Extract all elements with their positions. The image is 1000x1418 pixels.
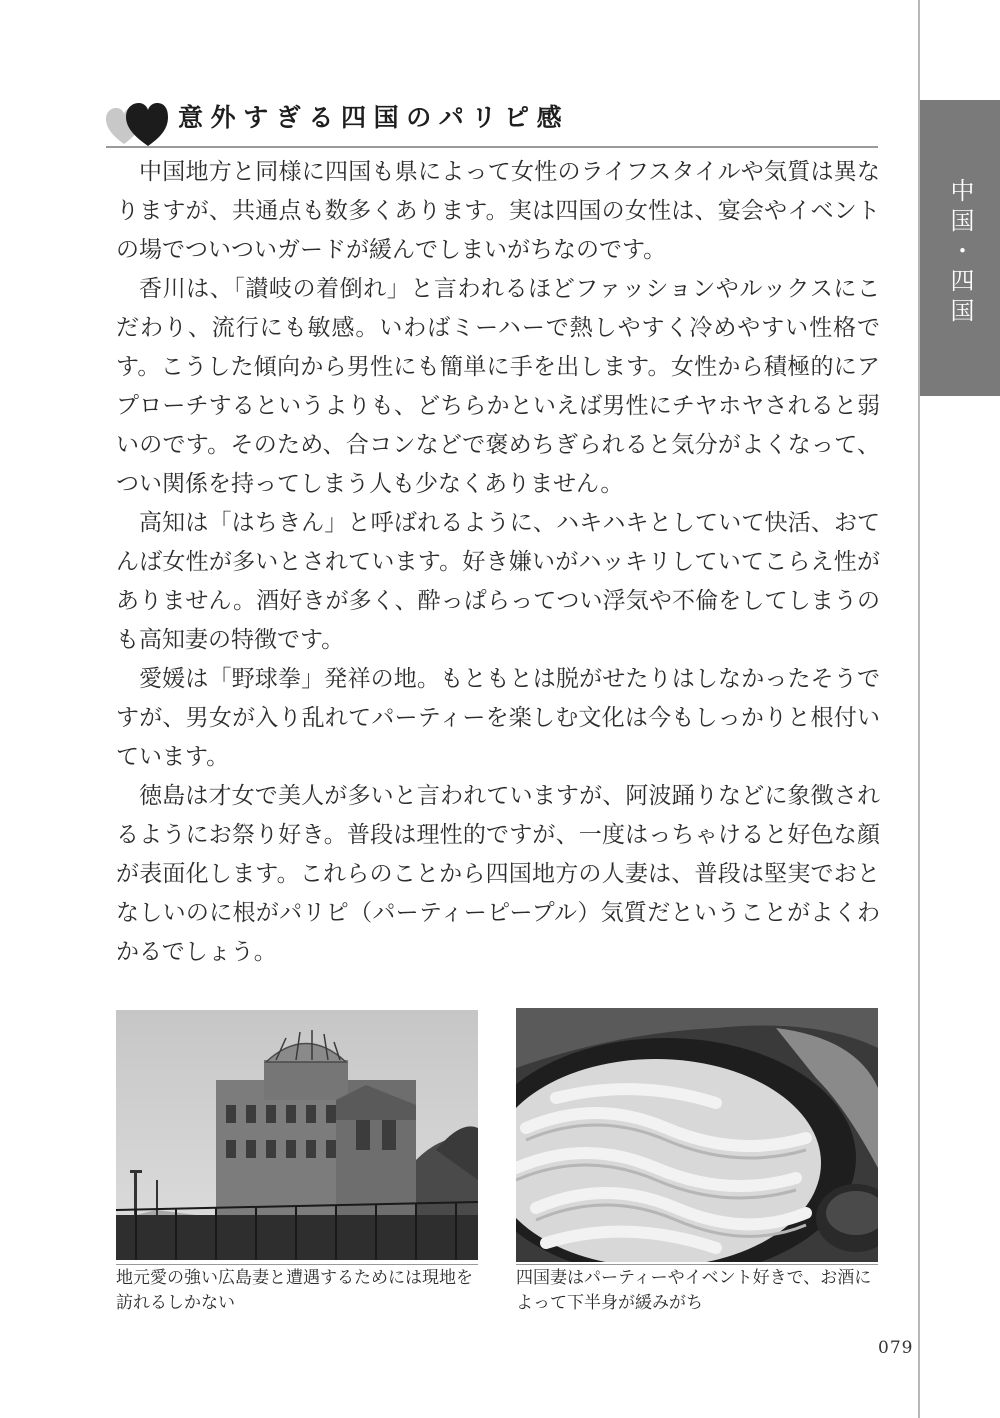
page-number: 079 — [878, 1338, 914, 1358]
section-title: 意外すぎる四国のパリピ感 — [178, 103, 570, 132]
title-underline — [106, 146, 878, 148]
article-body — [116, 153, 880, 972]
caption-rule-right — [516, 1264, 878, 1265]
caption-rule-left — [116, 1264, 478, 1265]
chapter-tab — [920, 100, 1000, 396]
paragraph-tokushima: 徳島は才女で美人が多いと言われていますが、阿波踊りなどに象徴されるようにお祭り好き。普段は理性的ですが、一度はっちゃけると好色な顔が表面化します。これらのことから四国地方の人妻は、普段は堅実でおとなしいのに根がパリピ（パーティーピープル）気質だということがよくわかるでしょう。 — [116, 783, 880, 965]
paragraph-kagawa: 香川は、「讃岐の着倒れ」と言われるほどファッションやルックスにこだわり、流行にも敏感。いわばミーハーで熱しやすく冷めやすい性格です。こうした傾向から男性にも簡単に手を出します。女性から積極的にアプローチするというよりも、どちらかといえば男性にチヤホヤされると弱いのです。そのため、合コンなどで褒めちぎられると気分がよくなって、つい関係を持ってしまう人も少なくありません。 — [116, 276, 880, 497]
photo-udon — [516, 1008, 878, 1262]
caption-right: 四国妻はパーティーやイベント好きで、お酒によって下半身が緩みがち — [516, 1268, 872, 1313]
photo-hiroshima-dome — [116, 1010, 478, 1260]
paragraph-intro: 中国地方と同様に四国も県によって女性のライフスタイルや気質は異なりますが、共通点も数多くあります。実は四国の女性は、宴会やイベントの場でついついガードが緩んでしまいがちなのです。 — [116, 159, 880, 263]
paragraph-ehime: 愛媛は「野球拳」発祥の地。もともとは脱がせたりはしなかったそうですが、男女が入り乱れてパーティーを楽しむ文化は今もしっかりと根付いています。 — [116, 666, 880, 770]
caption-left: 地元愛の強い広島妻と遭遇するためには現地を訪れるしかない — [116, 1268, 473, 1313]
chapter-tab-label: 中国・四国 — [946, 178, 974, 328]
paragraph-kochi: 高知は「はちきん」と呼ばれるように、ハキハキとしていて快活、おてんば女性が多いとされています。好き嫌いがハッキリしていてこらえ性がありません。酒好きが多く、酔っぱらってつい浮気や不倫をしてしまうのも高知妻の特徴です。 — [116, 510, 880, 653]
hearts-icon — [106, 100, 168, 148]
